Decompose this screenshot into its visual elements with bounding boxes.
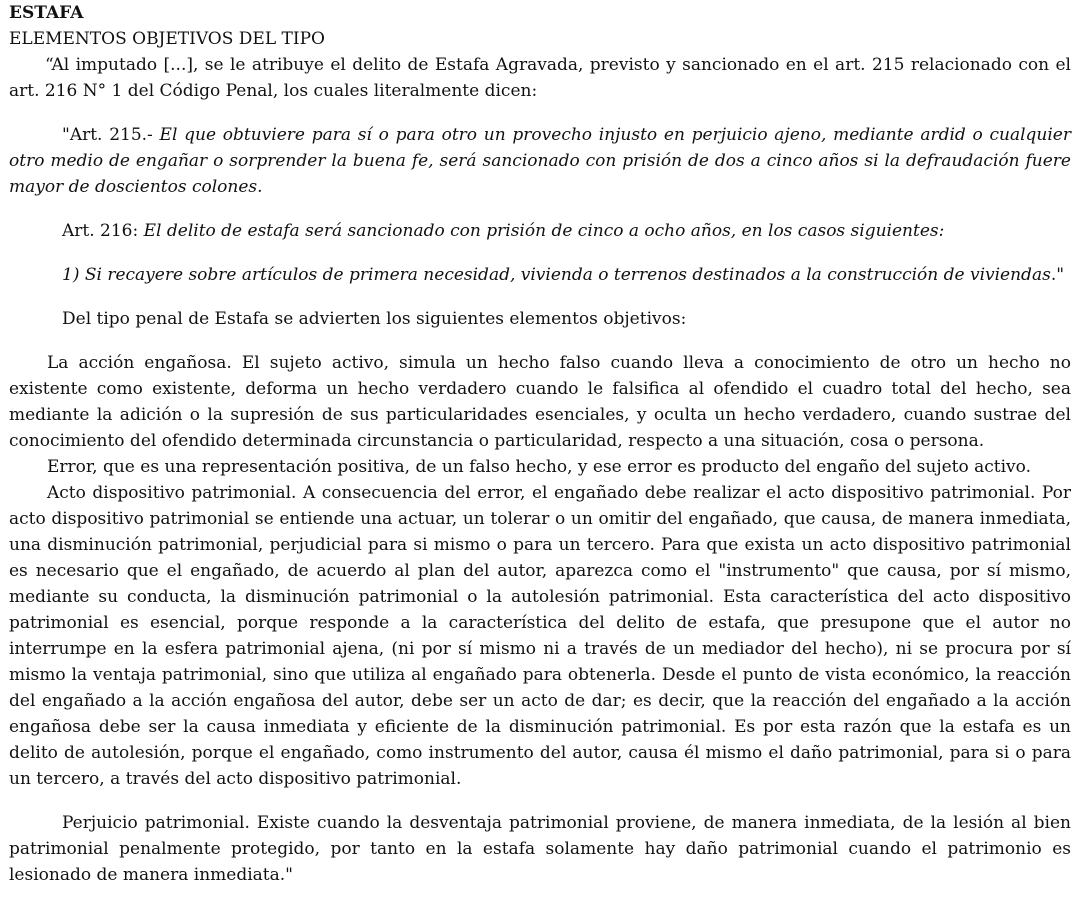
elements-intro: Del tipo penal de Estafa se advierten los siguientes elementos objetivos:	[62, 309, 687, 329]
article-215-quote	[9, 122, 1071, 200]
article-215-label: "Art. 215.-	[62, 125, 160, 145]
paragraph-perjuicio: Perjuicio patrimonial. Existe cuando la desventaja patrimonial proviene, de manera inmediata, de la lesión al bien patrimonial penalmente protegido, por tanto en la estafa solamente hay daño patrimonial cuando el patrimonio es lesionado de manera inmediata."	[9, 813, 1071, 885]
paragraph-error: Error, que es una representación positiva, de un falso hecho, y ese error es producto del engaño del sujeto activo.	[47, 457, 1031, 477]
article-216-label: Art. 216:	[62, 221, 144, 241]
article-215-text: El que obtuviere para sí o para otro un provecho injusto en perjuicio ajeno, mediante ardid o cualquier otro medio de engañar o sorprender la buena fe, será sancionado con prisión de dos a cinco años si la defraudación fuere mayor de doscientos colones.	[9, 125, 1071, 197]
article-216-item-1-text: 1) Si recayere sobre artículos de primera necesidad, vivienda o terrenos destinados a la construcción de viviendas	[62, 265, 1051, 285]
article-216-item-1-tail: ."	[1050, 265, 1065, 285]
section-subtitle: ELEMENTOS OBJETIVOS DEL TIPO	[9, 29, 325, 49]
document-page	[9, 0, 1071, 888]
document-title: ESTAFA	[9, 3, 84, 23]
paragraph-accion-enganosa: La acción engañosa. El sujeto activo, simula un hecho falso cuando lleva a conocimiento de otro un hecho no existente como existente, deforma un hecho verdadero cuando le falsifica al ofendido el cuadro total del hecho, sea mediante la adición o la supresión de sus particularidades esenciales, y oculta un hecho verdadero, cuando sustrae del conocimiento del ofendido determinada circunstancia o particularidad, respecto a una situación, cosa o persona.	[9, 353, 1071, 451]
article-216-quote	[9, 218, 1071, 244]
article-216-text: El delito de estafa será sancionado con prisión de cinco a ocho años, en los casos siguientes:	[143, 221, 945, 241]
article-216-item-1	[9, 262, 1071, 288]
intro-paragraph: “Al imputado [...], se le atribuye el delito de Estafa Agravada, previsto y sancionado en el art. 215 relacionado con el art. 216 N° 1 del Código Penal, los cuales literalmente dicen:	[9, 55, 1071, 101]
paragraph-acto-dispositivo: Acto dispositivo patrimonial. A consecuencia del error, el engañado debe realizar el acto dispositivo patrimonial. Por acto dispositivo patrimonial se entiende una actuar, un tolerar o un omitir del engañado, que causa, de manera inmediata, una disminución patrimonial, perjudicial para si mismo o para un tercero. Para que exista un acto dispositivo patrimonial es necesario que el engañado, de acuerdo al plan del autor, aparezca como el "instrumento" que causa, por sí mismo, mediante su conducta, la disminución patrimonial o la autolesión patrimonial. Esta característica del acto dispositivo patrimonial es esencial, porque responde a la característica del delito de estafa, que presupone que el autor no interrumpe en la esfera patrimonial ajena, (ni por sí mismo ni a través de un mediador del hecho), ni se procura por sí mismo la ventaja patrimonial, sino que utiliza al engañado para obtenerla. Desde el punto de vista económico, la reacción del engañado a la acción engañosa del autor, debe ser un acto de dar; es decir, que la reacción del engañado a la acción engañosa debe ser la causa inmediata y eficiente de la disminución patrimonial. Es por esta razón que la estafa es un delito de autolesión, porque el engañado, como instrumento del autor, causa él mismo el daño patrimonial, para si o para un tercero, a través del acto dispositivo patrimonial.	[9, 483, 1071, 789]
